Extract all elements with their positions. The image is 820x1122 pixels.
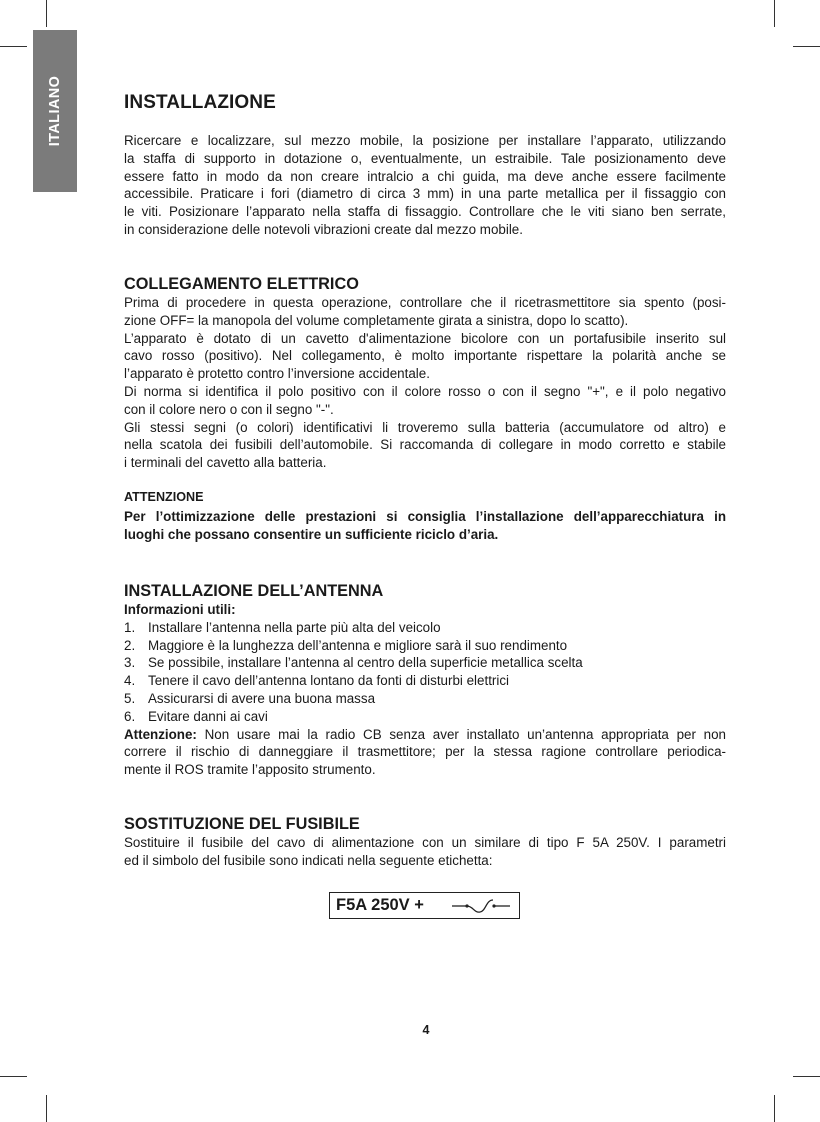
fusibile-paragraph	[124, 834, 726, 870]
list-text: Maggiore è la lunghezza dell’antenna e migliore sarà il suo rendimento	[148, 637, 568, 653]
list-text: Tenere il cavo dell’antenna lontano da fonti di disturbi elettrici	[148, 673, 510, 689]
crop-mark	[46, 1095, 47, 1122]
list-number: 6.	[124, 708, 136, 724]
list-item	[124, 708, 726, 726]
list-item	[124, 690, 726, 708]
list-text: Evitare danni ai cavi	[148, 708, 268, 724]
text-line: Ricercare e localizzare, sul mezzo mobile, la posizione per installare l’apparato, utilizzando	[124, 133, 726, 148]
crop-mark	[46, 0, 47, 27]
text-line	[124, 726, 726, 744]
warning-text: Non usare mai la radio CB senza aver installato un’antenna appropriata per non	[196, 726, 726, 742]
page-number: 4	[422, 1023, 430, 1037]
list-number: 2.	[124, 637, 136, 653]
text-line: l’apparato è protetto contro l’inversione accidentale.	[124, 366, 430, 382]
list-item	[124, 619, 726, 637]
crop-mark	[0, 46, 27, 47]
crop-mark	[793, 1076, 820, 1077]
text-line: cavo rosso (positivo). Nel collegamento, è molto importante rispettare la polarità anche se	[124, 348, 726, 364]
text-line: Prima di procedere in questa operazione, controllare che il ricetrasmettitore sia spento (posi-	[124, 295, 726, 310]
list-number: 3.	[124, 655, 136, 671]
section-attenzione	[124, 490, 726, 544]
list-text: Installare l’antenna nella parte più alta del veicolo	[148, 619, 441, 635]
crop-mark	[0, 1076, 27, 1077]
text-line: Sostituire il fusibile del cavo di alimentazione con un similare di tipo F 5A 250V. I parametri	[124, 835, 726, 850]
collegamento-paragraph	[124, 294, 726, 472]
text-line: con il colore nero o con il segno "-".	[124, 401, 334, 417]
language-tab	[33, 30, 77, 192]
text-line: le viti. Posizionare l’apparato nella staffa di fissaggio. Controllare che le viti siano ben serrate,	[124, 204, 726, 220]
text-line: mente il ROS tramite l’apposito strumento.	[124, 762, 376, 778]
text-line: correre il rischio di danneggiare il trasmettitore; per la stessa ragione controllare periodica-	[124, 744, 726, 760]
language-tab-label: ITALIANO	[47, 75, 63, 147]
list-number: 1.	[124, 619, 136, 635]
list-number: 5.	[124, 690, 136, 706]
text-line: la staffa di supporto in dotazione o, eventualmente, un estraibile. Tale posizionamento deve	[124, 150, 726, 166]
text-line: Gli stessi segni (o colori) identificativi li troveremo sulla batteria (accumulatore od altro) e	[124, 419, 726, 435]
warning-label: Attenzione:	[124, 726, 197, 742]
section-title: SOSTITUZIONE DEL FUSIBILE	[124, 815, 360, 833]
antenna-warning	[124, 726, 726, 779]
text-line: luoghi che possano consentire un sufficiente riciclo d’aria.	[124, 527, 499, 542]
text-line: Di norma si identifica il polo positivo con il colore rosso o con il segno "+", e il polo negativo	[124, 383, 726, 399]
text-line: accessibile. Praticare i fori (diametro di circa 3 mm) in una parte metallica per il fissaggio con	[124, 186, 726, 202]
fuse-symbol-icon	[450, 898, 512, 914]
fuse-label-text: F5A 250V +	[336, 896, 424, 914]
section-antenna	[124, 582, 726, 779]
list-item	[124, 654, 726, 672]
attention-paragraph	[124, 508, 726, 544]
list-text: Assicurarsi di avere una buona massa	[148, 690, 376, 706]
list-item	[124, 672, 726, 690]
section-fusibile	[124, 815, 726, 870]
fuse-label	[329, 892, 520, 919]
section-title: COLLEGAMENTO ELETTRICO	[124, 275, 359, 293]
section-title: INSTALLAZIONE	[124, 92, 276, 113]
installazione-paragraph	[124, 132, 726, 239]
list-number: 4.	[124, 673, 136, 689]
text-line: ed il simbolo del fusibile sono indicati nella seguente etichetta:	[124, 852, 493, 868]
crop-mark	[774, 1095, 775, 1122]
crop-mark	[774, 0, 775, 27]
section-title: INSTALLAZIONE DELL’ANTENNA	[124, 582, 384, 600]
antenna-tips-list	[124, 619, 726, 726]
text-line: L’apparato è dotato di un cavetto d'alimentazione bicolore con un portafusibile inserito sul	[124, 330, 726, 346]
text-line: in considerazione delle notevoli vibrazioni create dal mezzo mobile.	[124, 221, 523, 237]
crop-mark	[793, 46, 820, 47]
text-line: i terminali del cavetto alla batteria.	[124, 455, 327, 471]
section-collegamento	[124, 275, 726, 472]
attention-heading: ATTENZIONE	[124, 490, 204, 504]
list-item	[124, 637, 726, 655]
antenna-subtitle: Informazioni utili:	[124, 602, 236, 617]
text-line: Per l’ottimizzazione delle prestazioni si consiglia l’installazione dell’apparecchiatura in	[124, 509, 726, 524]
list-text: Se possibile, installare l’antenna al centro della superficie metallica scelta	[148, 655, 583, 671]
section-installazione	[124, 92, 726, 239]
text-line: essere fatto in modo da non creare intralcio a chi guida, ma deve anche essere facilmente	[124, 168, 726, 184]
text-line: nella scatola dei fusibili dell’automobile. Si raccomanda di collegare in modo corretto e stabile	[124, 437, 726, 453]
text-line: zione OFF= la manopola del volume completamente girata a sinistra, dopo lo scatto).	[124, 312, 629, 328]
